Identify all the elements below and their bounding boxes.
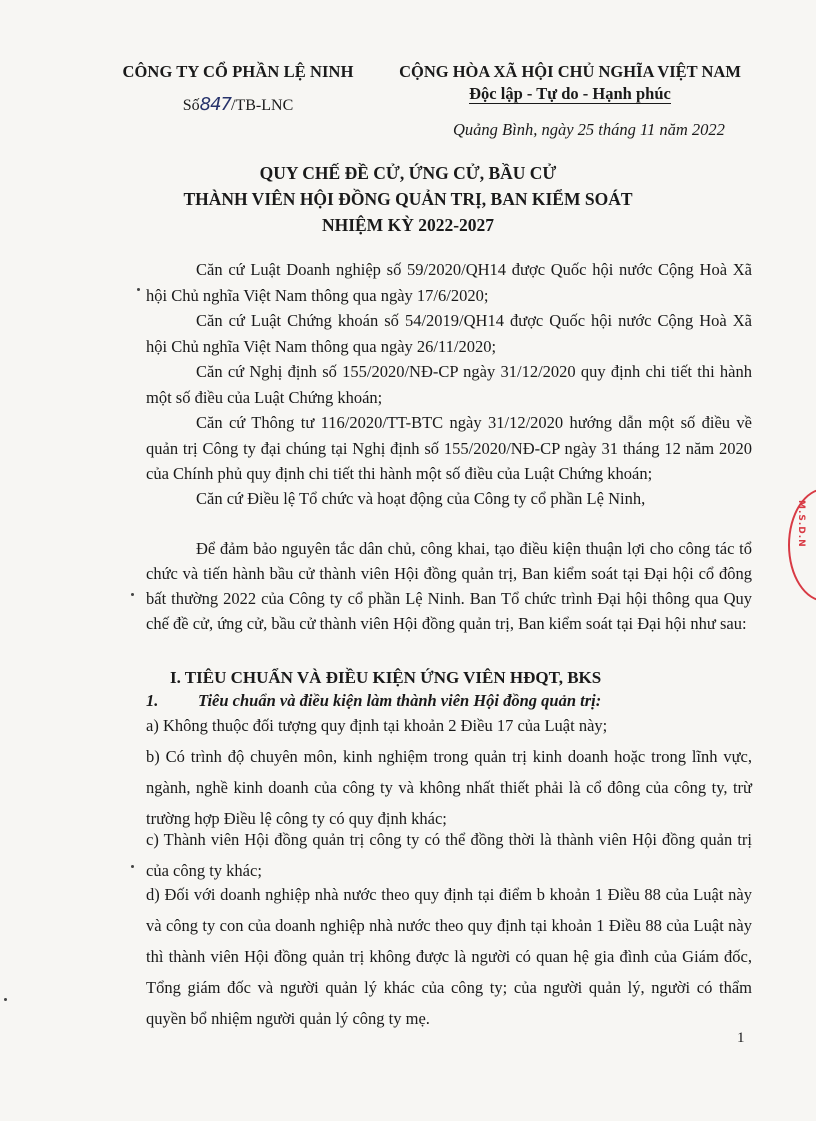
document-title (180, 160, 636, 238)
intro-paragraph: Để đảm bảo nguyên tắc dân chủ, công khai, tạo điều kiện thuận lợi cho công tác tổ chức và tiến hành bầu cử thành viên Hội đồng quản trị, Ban kiểm soát tại Đại hội cổ đông bất thường 2022 của Công ty cổ phần Lệ Ninh. Ban Tổ chức trình Đại hội thông qua Quy chế đề cử, ứng cử, bầu cử thành viên Hội đồng quản trị, Ban kiểm soát tại Đại hội như sau: (146, 539, 752, 633)
criteria-item: a) Không thuộc đối tượng quy định tại khoản 2 Điều 17 của Luật này; (146, 716, 608, 735)
subsection-heading (146, 691, 601, 711)
basis-paragraph: Căn cứ Nghị định số 155/2020/NĐ-CP ngày 31/12/2020 quy định chi tiết thi hành một số điều của Luật Chứng khoán; (146, 362, 752, 407)
subsection-title: Tiêu chuẩn và điều kiện làm thành viên Hội đồng quản trị: (198, 691, 602, 710)
scan-speck (131, 865, 134, 868)
document-number (113, 94, 363, 115)
basis-paragraph: Căn cứ Điều lệ Tổ chức và hoạt động của Công ty cổ phần Lệ Ninh, (196, 489, 646, 508)
criteria-item: d) Đối với doanh nghiệp nhà nước theo quy định tại điểm b khoản 1 Điều 88 của Luật này và công ty con của doanh nghiệp nhà nước theo quy định tại khoản 1 Điều 88 của Luật này thì thành viên Hội đồng quản trị không được là người có quan hệ gia đình của Giám đốc, Tổng giám đốc và người quản lý khác của công ty; của người quản lý, người có thẩm quyền bổ nhiệm người quản lý công ty mẹ. (146, 885, 752, 1028)
national-motto: Độc lập - Tự do - Hạnh phúc (469, 84, 671, 103)
title-line-3: NHIỆM KỲ 2022-2027 (321, 215, 495, 235)
scan-speck (137, 288, 140, 291)
doc-prefix: Số (182, 97, 200, 114)
issuer-block (113, 62, 363, 115)
seal-lettering: M.S.D.N (796, 500, 806, 548)
nation-name: CỘNG HÒA XÃ HỘI CHỦ NGHĨA VIỆT NAM (399, 62, 741, 81)
subsection-number: 1. (146, 691, 159, 710)
national-header (385, 62, 755, 104)
title-line-2: THÀNH VIÊN HỘI ĐỒNG QUẢN TRỊ, BAN KIỂM SOÁT (183, 189, 633, 209)
company-name: CÔNG TY CỔ PHẦN LỆ NINH (122, 62, 354, 81)
doc-suffix: /TB-LNC (231, 97, 294, 114)
place-date: Quảng Bình, ngày 25 tháng 11 năm 2022 (453, 120, 725, 139)
basis-paragraph: Căn cứ Luật Doanh nghiệp số 59/2020/QH14 được Quốc hội nước Cộng Hoà Xã hội Chủ nghĩa Việt Nam thông qua ngày 17/6/2020; (146, 260, 752, 305)
section-heading: I. TIÊU CHUẨN VÀ ĐIỀU KIỆN ỨNG VIÊN HĐQT, BKS (170, 668, 602, 687)
scan-speck (4, 998, 7, 1001)
page-number: 1 (737, 1030, 745, 1046)
criteria-item: b) Có trình độ chuyên môn, kinh nghiệm trong quản trị kinh doanh hoặc trong lĩnh vực, ngành, nghề kinh doanh của công ty và không nhất thiết phải là cổ đông của công ty, trừ trường hợp Điều lệ công ty có quy định khác; (146, 747, 752, 828)
handwritten-number: 847 (199, 94, 232, 115)
criteria-item: c) Thành viên Hội đồng quản trị công ty có thể đồng thời là thành viên Hội đồng quản trị của công ty khác; (146, 830, 752, 880)
basis-paragraph: Căn cứ Luật Chứng khoán số 54/2019/QH14 được Quốc hội nước Cộng Hoà Xã hội Chủ nghĩa Việt Nam thông qua ngày 26/11/2020; (146, 311, 752, 356)
title-line-1: QUY CHẾ ĐỀ CỬ, ỨNG CỬ, BẦU CỬ (259, 163, 557, 183)
basis-paragraph: Căn cứ Thông tư 116/2020/TT-BTC ngày 31/12/2020 hướng dẫn một số điều về quản trị Công ty đại chúng tại Nghị định số 155/2020/NĐ-CP ngày 31 tháng 12 năm 2020 của Chính phủ quy định chi tiết thi hành một số điều của Luật Chứng khoán; (146, 413, 752, 483)
scan-speck (131, 593, 134, 596)
